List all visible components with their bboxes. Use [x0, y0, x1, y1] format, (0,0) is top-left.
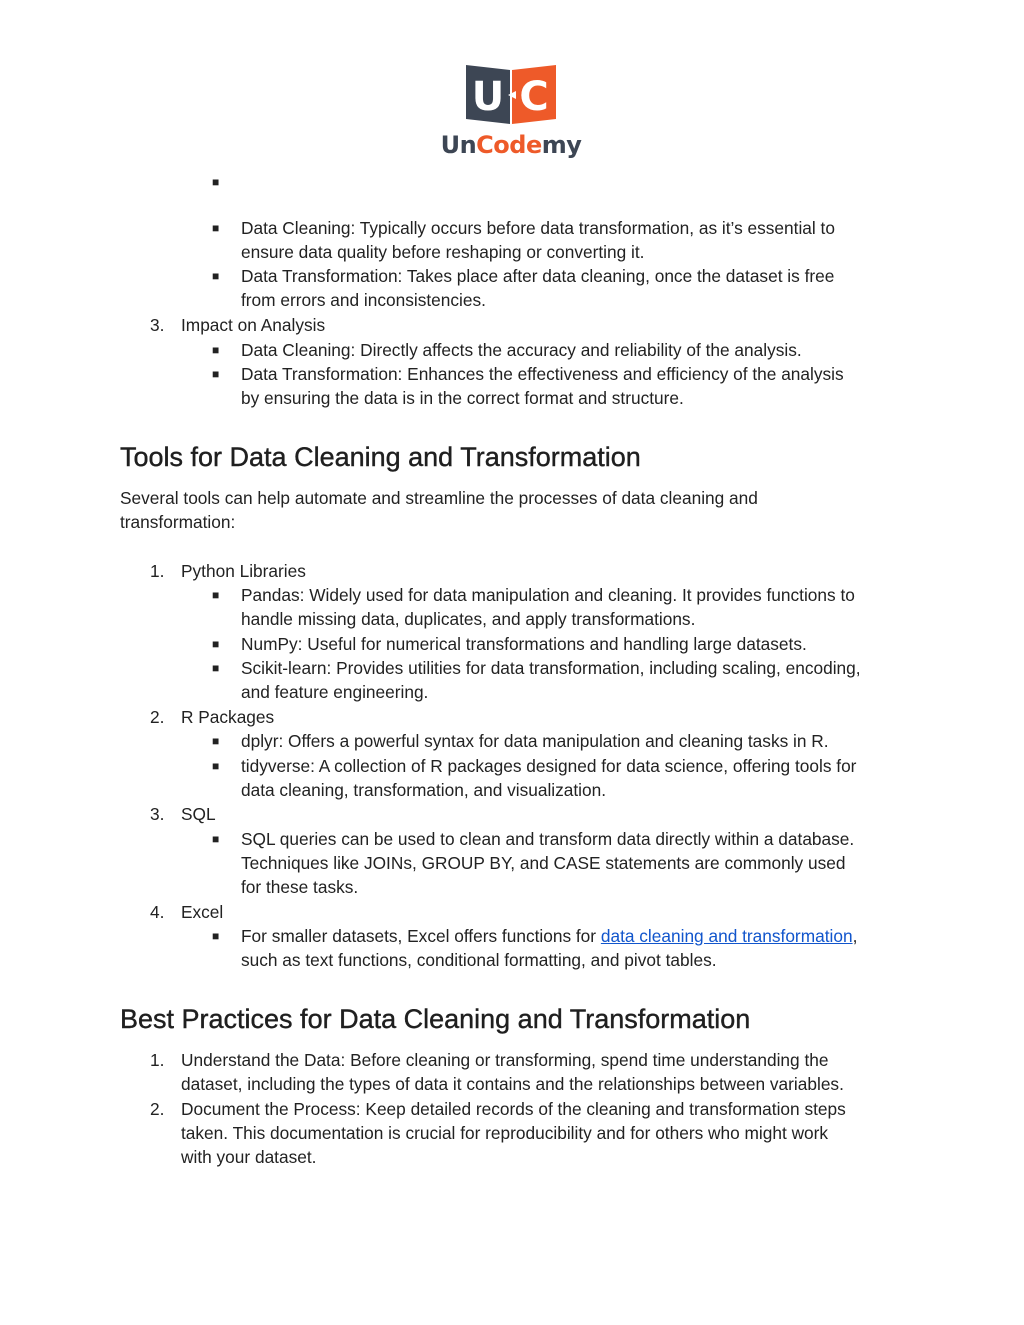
bullet-marker: ■: [212, 759, 220, 773]
section-heading-tools: Tools for Data Cleaning and Transformation: [120, 442, 641, 472]
list-number: 3.: [150, 315, 165, 335]
list-item-text: For smaller datasets, Excel offers functions for data cleaning and transformation,: [241, 926, 858, 946]
list-item-text: Document the Process: Keep detailed records of the cleaning and transformation steps: [181, 1099, 846, 1119]
uncodemy-logo: [436, 62, 586, 158]
list-item-label: SQL: [181, 804, 216, 824]
paragraph-text: Several tools can help automate and streamline the processes of data cleaning and: [120, 488, 758, 508]
list-item-text: data cleaning, transformation, and visualization.: [241, 780, 607, 800]
data-cleaning-transformation-link[interactable]: data cleaning and transformation: [600, 926, 853, 946]
bullet-marker: ■: [212, 269, 220, 283]
bullet-marker: ■: [212, 588, 220, 602]
section-heading-best-practices: Best Practices for Data Cleaning and Transformation: [120, 1004, 751, 1034]
bullet-marker: ■: [212, 637, 220, 651]
bullet-marker: ■: [212, 367, 220, 381]
bullet-marker: ■: [212, 832, 220, 846]
bullet-marker: ■: [212, 661, 220, 675]
bullet-marker: ■: [212, 221, 220, 235]
list-item-text: with your dataset.: [181, 1147, 317, 1167]
list-item-text: Data Cleaning: Typically occurs before data transformation, as it’s essential to: [241, 218, 835, 238]
list-number: 1.: [150, 1050, 165, 1070]
list-item-label: Impact on Analysis: [181, 315, 326, 335]
list-number: 4.: [150, 902, 165, 922]
list-number: 3.: [150, 804, 165, 824]
list-item-text: dplyr: Offers a powerful syntax for data manipulation and cleaning tasks in R.: [241, 731, 829, 751]
list-item-label: Python Libraries: [181, 561, 306, 581]
list-item-text: handle missing data, duplicates, and apply transformations.: [241, 609, 696, 629]
list-item-text: and feature engineering.: [241, 682, 429, 702]
logo-mark-icon: [436, 62, 586, 132]
list-item-text: Understand the Data: Before cleaning or transforming, spend time understanding the: [181, 1050, 829, 1070]
list-item-text: Data Transformation: Takes place after data cleaning, once the dataset is free: [241, 266, 835, 286]
logo-wordmark: UnCodemy: [440, 131, 582, 159]
bullet-marker: ■: [212, 734, 220, 748]
list-item-text: tidyverse: A collection of R packages designed for data science, offering tools for: [241, 756, 857, 776]
paragraph-text: transformation:: [120, 512, 236, 532]
list-item-text: SQL queries can be used to clean and transform data directly within a database.: [241, 829, 855, 849]
bullet-marker: ■: [212, 929, 220, 943]
list-item-text: Data Cleaning: Directly affects the accuracy and reliability of the analysis.: [241, 340, 802, 360]
list-item-text: dataset, including the types of data it contains and the relationships between variables.: [181, 1074, 844, 1094]
list-item-text: taken. This documentation is crucial for reproducibility and for others who might work: [181, 1123, 829, 1143]
list-item-text: NumPy: Useful for numerical transformations and handling large datasets.: [241, 634, 807, 654]
svg-text:U: U: [471, 74, 505, 120]
list-item-text: from errors and inconsistencies.: [241, 290, 486, 310]
bullet-marker: ■: [212, 175, 220, 189]
list-item-text: ensure data quality before reshaping or converting it.: [241, 242, 645, 262]
list-number: 2.: [150, 707, 165, 727]
list-item-text: for these tasks.: [241, 877, 359, 897]
list-item-text: Techniques like JOINs, GROUP BY, and CASE statements are commonly used: [241, 853, 846, 873]
list-item-text: by ensuring the data is in the correct format and structure.: [241, 388, 684, 408]
list-item-text: Scikit-learn: Provides utilities for data transformation, including scaling, encoding,: [241, 658, 861, 678]
list-item-label: Excel: [181, 902, 224, 922]
list-number: 1.: [150, 561, 165, 581]
list-item-text: Data Transformation: Enhances the effectiveness and efficiency of the analysis: [241, 364, 844, 384]
svg-text:C: C: [519, 74, 549, 120]
list-item-text: Pandas: Widely used for data manipulation and cleaning. It provides functions to: [241, 585, 855, 605]
list-number: 2.: [150, 1099, 165, 1119]
bullet-marker: ■: [212, 343, 220, 357]
list-item-text: such as text functions, conditional formatting, and pivot tables.: [241, 950, 717, 970]
list-item-label: R Packages: [181, 707, 275, 727]
